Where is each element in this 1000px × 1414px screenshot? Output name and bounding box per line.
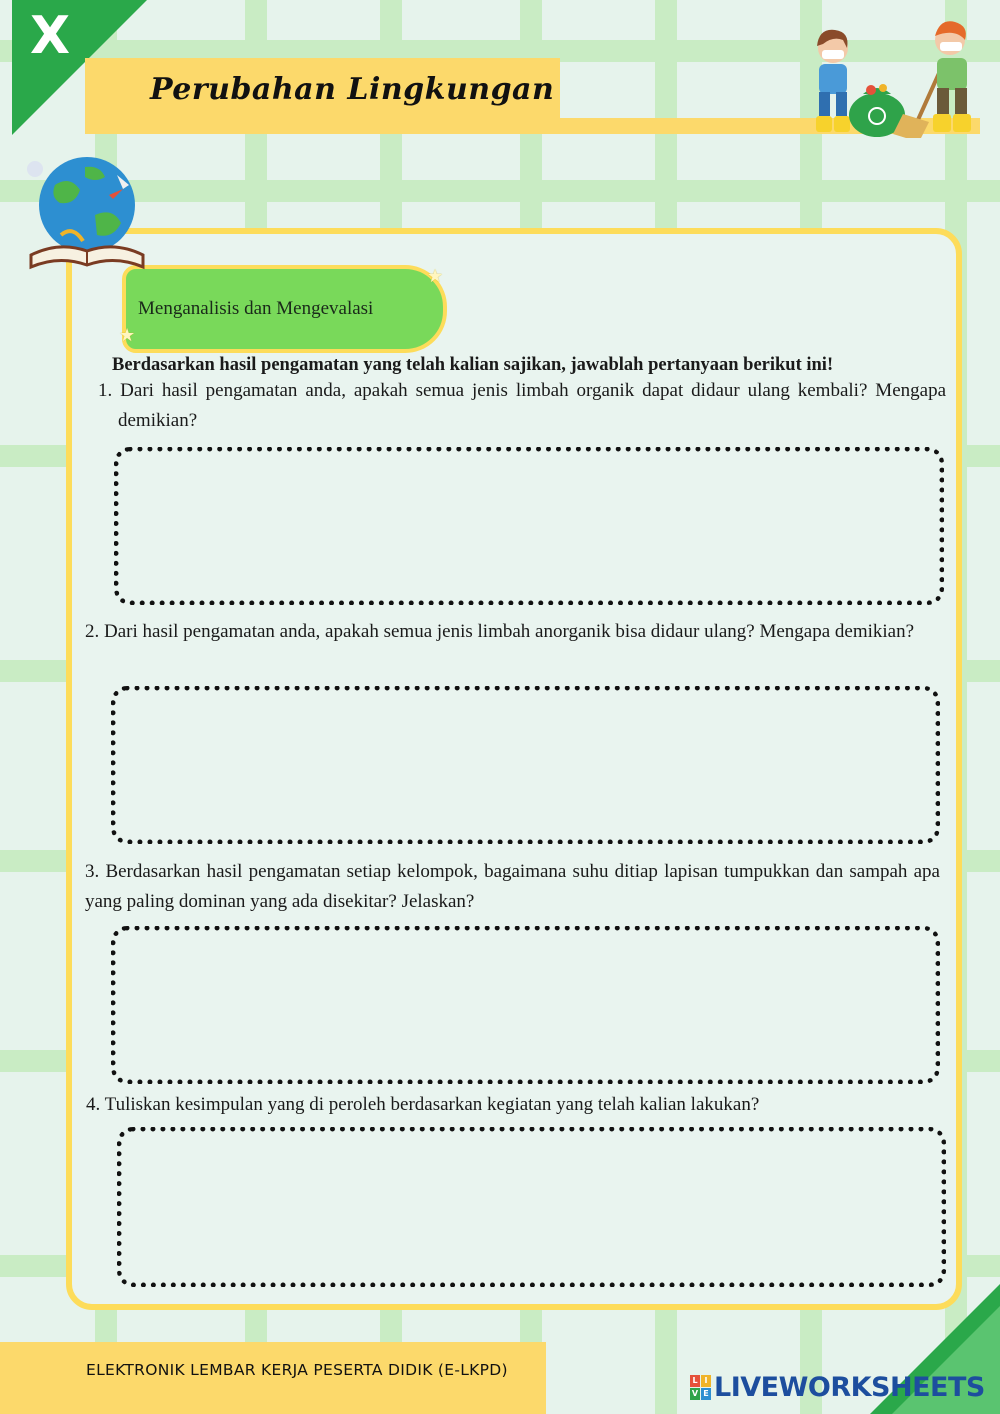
liveworksheets-icon: L I V E: [690, 1375, 711, 1400]
page-title: Perubahan Lingkungan: [150, 72, 555, 107]
globe-book-icon: [25, 155, 150, 273]
instruction-text: Berdasarkan hasil pengamatan yang telah kalian sajikan, jawablah pertanyaan berikut ini!: [112, 355, 834, 375]
answer-box-4[interactable]: [117, 1127, 946, 1287]
question-3: 3. Berdasarkan hasil pengamatan setiap kelompok, bagaimana suhu ditiap lapisan tumpukkan dan sampah apa yang paling dominan yang ada disekitar? Jelaskan?: [85, 861, 940, 912]
question-1: 1. Dari hasil pengamatan anda, apakah semua jenis limbah organik dapat didaur ulang kembali? Mengapa demikian?: [98, 380, 946, 431]
answer-box-1[interactable]: [114, 447, 944, 605]
liveworksheets-logo: [690, 1372, 985, 1403]
star-icon: ★: [427, 266, 444, 287]
footer-text: ELEKTRONIK LEMBAR KERJA PESERTA DIDIK (E-LKPD): [86, 1361, 508, 1379]
corner-letter: X: [30, 6, 71, 66]
answer-box-3[interactable]: [111, 926, 940, 1084]
liveworksheets-brand: LIVEWORKSHEETS: [714, 1372, 985, 1403]
kids-cleaning-icon: [795, 10, 990, 138]
star-icon: ★: [119, 325, 136, 346]
section-label-text: Menganalisis dan Mengevalasi: [138, 298, 374, 319]
question-2: 2. Dari hasil pengamatan anda, apakah semua jenis limbah anorganik bisa didaur ulang? Mengapa demikian?: [85, 621, 915, 642]
section-label: [122, 265, 447, 353]
answer-box-2[interactable]: [111, 686, 940, 844]
question-4: 4. Tuliskan kesimpulan yang di peroleh berdasarkan kegiatan yang telah kalian lakukan?: [86, 1094, 760, 1115]
